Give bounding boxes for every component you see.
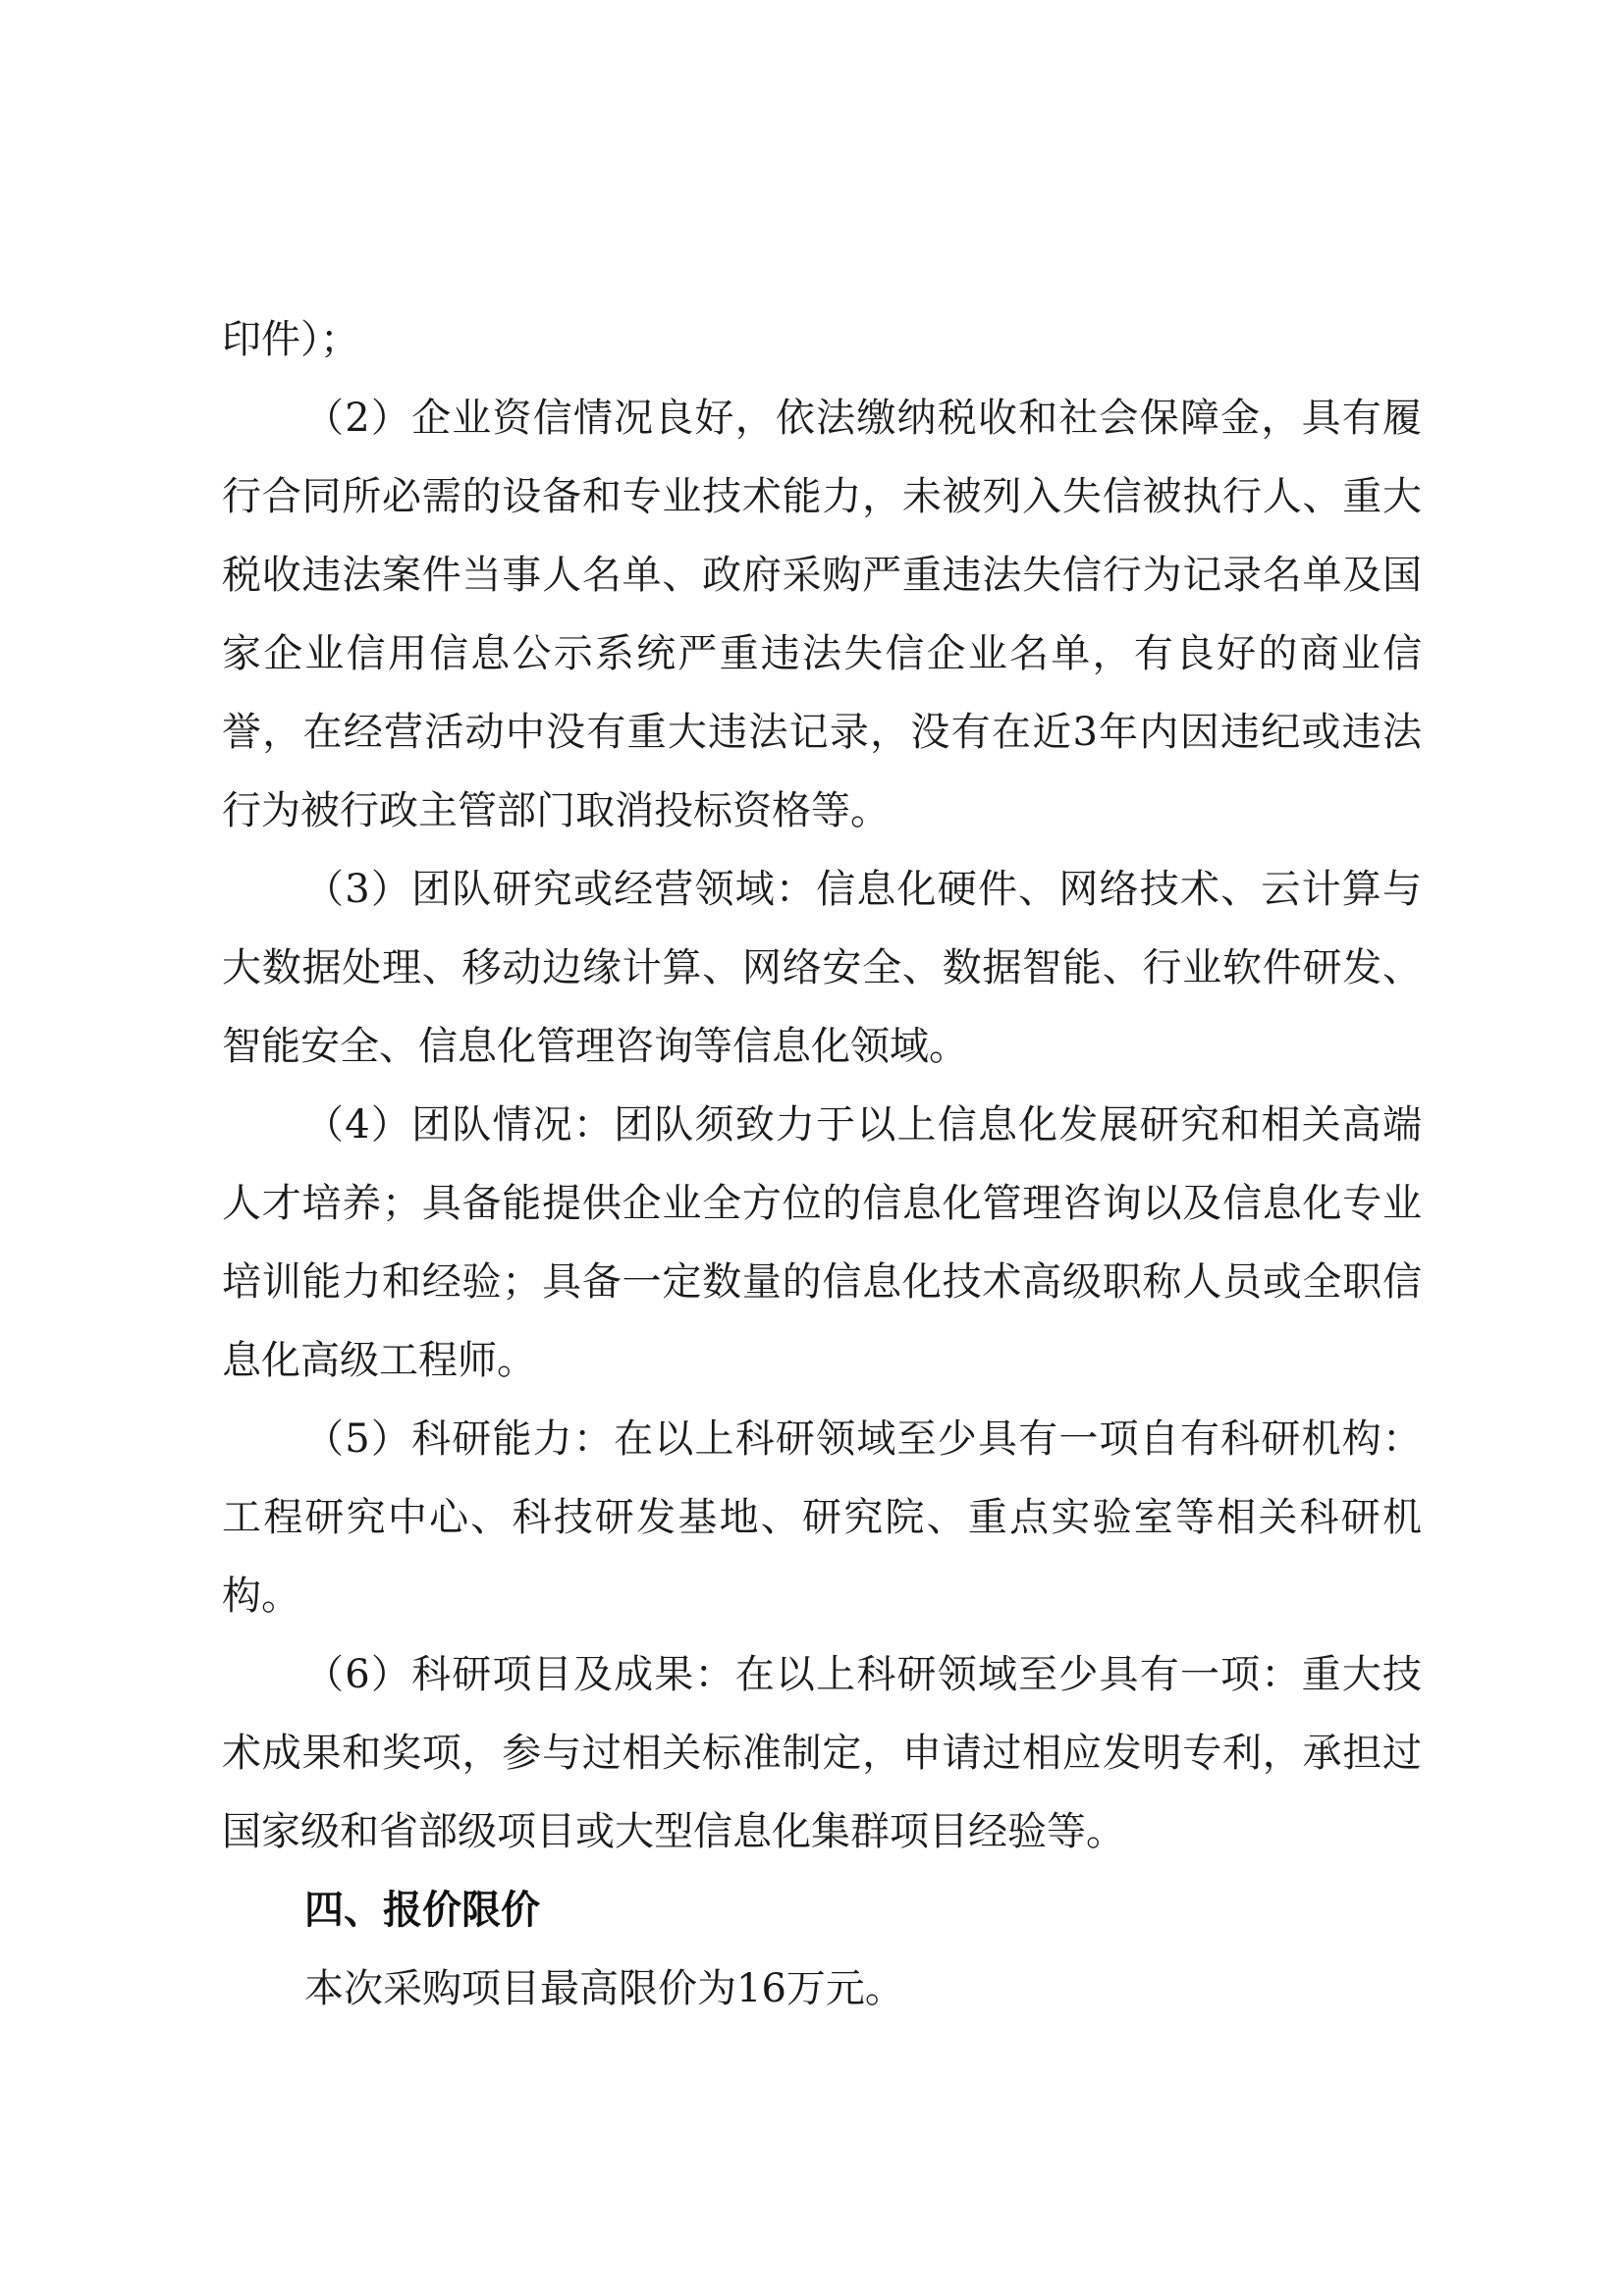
paragraph-item-3: （3）团队研究或经营领域：信息化硬件、网络技术、云计算与大数据处理、移动边缘计算、网络安全、数据智能、行业软件研发、智能安全、信息化管理咨询等信息化领域。: [222, 867, 1422, 1069]
closing-paragraph: 本次采购项目最高限价为16万元。: [304, 1966, 904, 2011]
paragraph-item-6: （6）科研项目及成果：在以上科研领域至少具有一项：重大技术成果和奖项，参与过相关标准制定，申请过相应发明专利，承担过国家级和省部级项目或大型信息化集群项目经验等。: [222, 1652, 1422, 1854]
paragraph-continuation: 印件）；: [222, 317, 359, 362]
paragraph-item-4: （4）团队情况：团队须致力于以上信息化发展研究和相关高端人才培养；具备能提供企业全方位的信息化管理咨询以及信息化专业培训能力和经验；具备一定数量的信息化技术高级职称人员或全职信息化高级工程师。: [222, 1102, 1422, 1383]
paragraph-item-5: （5）科研能力：在以上科研领域至少具有一项自有科研机构：工程研究中心、科技研发基地、研究院、重点实验室等相关科研机构。: [222, 1416, 1422, 1619]
section-heading: 四、报价限价: [304, 1888, 540, 1933]
document-body: [222, 300, 1422, 2028]
paragraph-item-2: （2）企业资信情况良好，依法缴纳税收和社会保障金，具有履行合同所必需的设备和专业技术能力，未被列入失信被执行人、重大税收违法案件当事人名单、政府采购严重违法失信行为记录名单及国家企业信用信息公示系统严重违法失信企业名单，有良好的商业信誉，在经营活动中没有重大违法记录，没有在近3年内因违纪或违法行为被行政主管部门取消投标资格等。: [222, 396, 1422, 833]
